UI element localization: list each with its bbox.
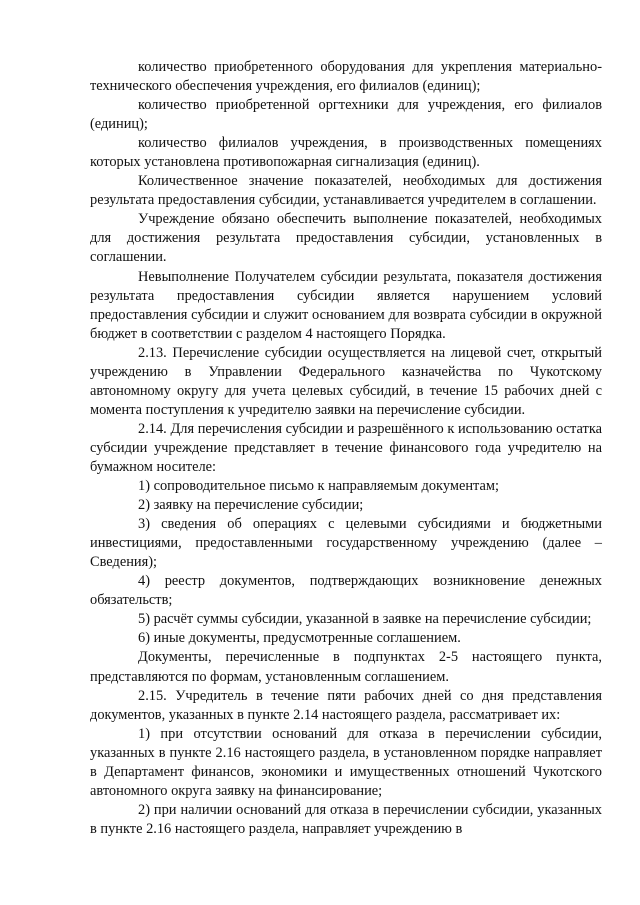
document-page [90, 58, 602, 839]
list-item-6-other-documents: 6) иные документы, предусмотренные соглашением. [138, 630, 461, 647]
paragraph-indicator-value: Количественное значение показателей, необходимых для достижения результата предоставления субсидии, устанавливается учредителем в соглашении. [90, 173, 602, 209]
paragraph-2-13: 2.13. Перечисление субсидии осуществляется на лицевой счет, открытый учреждению в Управлении Федерального казначейства по Чукотскому автономному округу для учета целевых субсидий, в течение 15 рабочих дней с момента поступления к учредителю заявки на перечисление субсидии. [90, 344, 602, 418]
paragraph-2-14: 2.14. Для перечисления субсидии и разрешённого к использованию остатка субсидии учреждение представляет в течение финансового года учредителю на бумажном носителе: [90, 420, 602, 475]
list-item-2-grounds-for-refusal: 2) при наличии оснований для отказа в перечислении субсидии, указанных в пункте 2.16 настоящего раздела, направляет учреждению в [90, 801, 602, 837]
list-item-5-calculation: 5) расчёт суммы субсидии, указанной в заявке на перечисление субсидии; [138, 611, 592, 628]
paragraph-2-15: 2.15. Учредитель в течение пяти рабочих дней со дня представления документов, указанных в пункте 2.14 настоящего раздела, рассматривает их: [90, 687, 602, 723]
paragraph-office-equipment-count: количество приобретенной оргтехники для учреждения, его филиалов (единиц); [90, 97, 602, 133]
paragraph-document-forms: Документы, перечисленные в подпунктах 2-5 настоящего пункта, представляются по формам, установленным соглашением. [90, 649, 602, 685]
list-item-2-request: 2) заявку на перечисление субсидии; [138, 497, 364, 514]
list-item-1-cover-letter: 1) сопроводительное письмо к направляемым документам; [138, 478, 499, 495]
list-item-1-no-grounds: 1) при отсутствии оснований для отказа в перечислении субсидии, указанных в пункте 2.16 настоящего раздела, в установленном порядке направляет в Департамент финансов, экономики и имущественных отношений Чукотского автономного округа заявку на финансирование; [90, 725, 602, 799]
list-item-3-operations-info: 3) сведения об операциях с целевыми субсидиями и бюджетными инвестициями, предоставленными государственному учреждению (далее – Сведения); [90, 516, 602, 571]
paragraph-institution-obligation: Учреждение обязано обеспечить выполнение показателей, необходимых для достижения результата предоставления субсидии, установленных в соглашении. [90, 211, 602, 266]
list-item-4-registry: 4) реестр документов, подтверждающих возникновение денежных обязательств; [90, 573, 602, 609]
paragraph-branches-fire-alarm: количество филиалов учреждения, в производственных помещениях которых установлена противопожарная сигнализация (единиц). [90, 135, 602, 171]
paragraph-non-fulfillment: Невыполнение Получателем субсидии результата, показателя достижения результата предоставления субсидии является нарушением условий предоставления субсидии и служит основанием для возврата субсидии в окружной бюджет в соответствии с разделом 4 настоящего Порядка. [90, 268, 602, 342]
paragraph-equipment-count: количество приобретенного оборудования для укрепления материально-технического обеспечения учреждения, его филиалов (единиц); [90, 59, 602, 95]
